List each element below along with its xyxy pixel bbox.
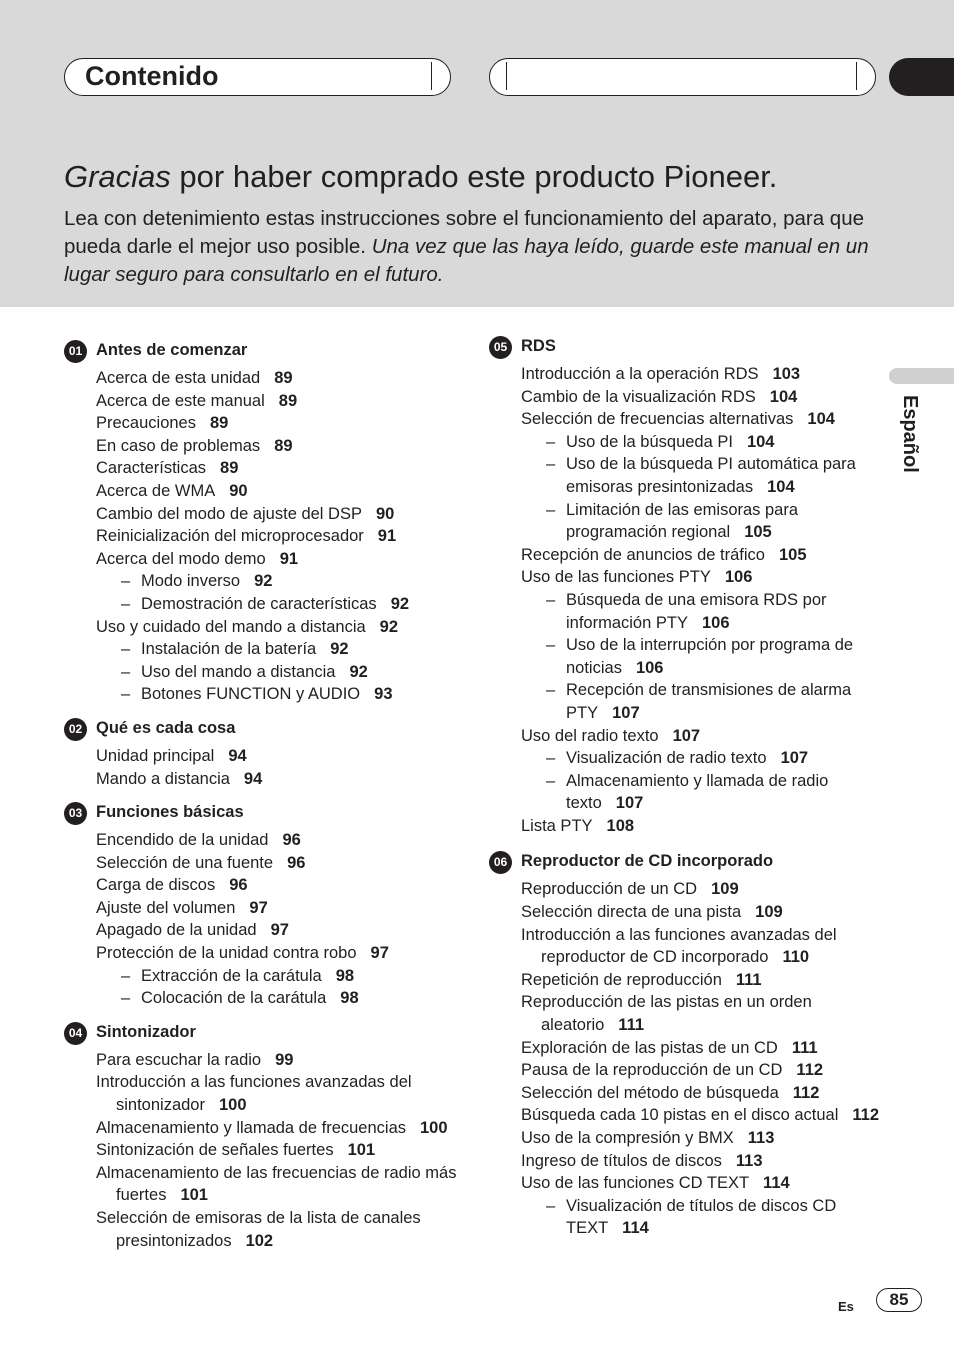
language-label: Español [899, 395, 921, 473]
toc-entry-page: 97 [370, 944, 389, 963]
toc-subentry[interactable] [96, 683, 464, 706]
toc-entry-text: Carga de discos [96, 876, 216, 895]
toc-entry-page: 89 [274, 436, 293, 455]
toc-entry-text: Cambio del modo de ajuste del DSP [96, 504, 362, 523]
toc-section [64, 340, 464, 706]
toc-entry-page: 89 [278, 391, 298, 410]
toc-entry-page: 109 [755, 903, 783, 922]
toc-entry-text: Uso de las funciones CD TEXT [521, 1174, 750, 1193]
toc-entry-page: 112 [796, 1061, 824, 1080]
toc-entry[interactable] [521, 1082, 889, 1105]
toc-entry-text: Uso y cuidado del mando a distancia [96, 617, 366, 636]
toc-entry-page: 92 [379, 617, 399, 636]
section-number-badge: 06 [489, 851, 512, 874]
toc-entry[interactable] [521, 924, 889, 969]
toc-entry-page: 99 [275, 1050, 294, 1069]
toc-entry[interactable] [521, 1150, 889, 1173]
toc-entry[interactable] [96, 390, 464, 413]
toc-entry-page: 89 [274, 369, 293, 387]
toc-entry[interactable] [96, 897, 464, 920]
toc-subentry[interactable] [521, 431, 889, 454]
toc-entry-text: Precauciones [96, 414, 196, 433]
section-number-badge: 03 [64, 802, 87, 825]
toc-entry-page: 106 [701, 613, 730, 632]
toc-entry-page: 107 [615, 794, 644, 813]
toc-entry-page: 96 [287, 853, 306, 872]
toc-entry[interactable] [521, 815, 889, 838]
toc-entry-page: 102 [245, 1231, 274, 1250]
dash-bullet: – [546, 590, 556, 609]
toc-entry-text: Exploración de las pistas de un CD [521, 1038, 778, 1057]
toc-entry-text: Uso de la compresión y BMX [521, 1129, 734, 1147]
toc-entry-page: 111 [735, 970, 762, 989]
toc-entry-page: 112 [792, 1083, 820, 1102]
section-number-badge: 04 [64, 1022, 87, 1045]
toc-entry-page: 101 [180, 1186, 208, 1205]
toc-entry[interactable] [96, 616, 464, 639]
toc-entry-page: 101 [347, 1141, 376, 1160]
toc-subentry[interactable] [96, 593, 464, 616]
toc-entry[interactable] [96, 852, 464, 875]
toc-entry[interactable] [521, 1059, 889, 1082]
toc-entry-text: Apagado de la unidad [96, 921, 257, 940]
dash-bullet: – [121, 640, 131, 659]
toc-subentry[interactable] [521, 499, 889, 544]
toc-entry[interactable] [521, 408, 889, 431]
page-headline [64, 159, 777, 195]
toc-entry-page: 90 [375, 504, 395, 523]
toc-entry-text: Introducción a la operación RDS [521, 365, 759, 383]
toc-entry-list [521, 878, 889, 1240]
toc-entry[interactable] [521, 1104, 889, 1127]
toc-entry-text: Sintonización de señales fuertes [96, 1141, 334, 1160]
toc-entry-page: 100 [218, 1096, 247, 1115]
headline-rest: por haber comprado este producto Pioneer. [170, 159, 778, 194]
toc-section-header [64, 802, 464, 824]
section-title: Funciones básicas [96, 803, 244, 822]
dash-bullet: – [546, 771, 556, 790]
toc-entry[interactable] [96, 874, 464, 897]
intro-italic: Una vez que las haya leído, guarde este manual en un lugar seguro para consultarlo en el futuro. [64, 235, 869, 286]
toc-entry-page: 106 [635, 658, 664, 677]
toc-entry-page: 91 [279, 549, 299, 568]
toc-entry-text: Protección de la unidad contra robo [96, 944, 357, 963]
toc-entry-list [96, 829, 464, 1010]
toc-entry-page: 105 [744, 523, 772, 542]
tab-divider [856, 62, 857, 90]
toc-section-header [64, 718, 464, 740]
toc-entry[interactable] [96, 412, 464, 435]
section-number-badge: 01 [64, 340, 87, 363]
toc-subentry[interactable] [521, 770, 889, 815]
toc-entry-page: 91 [377, 527, 397, 546]
toc-entry-text: Uso de la búsqueda PI automática para emisoras presintonizadas [566, 455, 856, 496]
toc-entry[interactable] [521, 991, 889, 1036]
section-title: Sintonizador [96, 1022, 196, 1041]
toc-entry-text: Lista PTY [521, 816, 593, 835]
toc-entry-text: Visualización de radio texto [566, 749, 767, 768]
toc-section-header [489, 851, 889, 873]
toc-subentry[interactable] [521, 747, 889, 770]
toc-entry[interactable] [521, 1037, 889, 1060]
toc-entry-text: Repetición de reproducción [521, 970, 722, 989]
dash-bullet: – [546, 681, 556, 700]
toc-section [64, 802, 464, 1010]
contents-tab [64, 58, 451, 96]
toc-entry-page: 89 [220, 459, 239, 478]
toc-entry-page: 97 [249, 898, 268, 917]
toc-entry-page: 114 [622, 1219, 649, 1238]
toc-entry-page: 107 [672, 726, 701, 745]
toc-entry-text: Botones FUNCTION y AUDIO [141, 685, 361, 704]
toc-subentry[interactable] [96, 661, 464, 684]
toc-entry-text: Recepción de anuncios de tráfico [521, 545, 765, 564]
section-marker-tab [889, 58, 954, 96]
dash-bullet: – [121, 572, 131, 591]
toc-entry-text: Acerca del modo demo [96, 549, 266, 568]
toc-entry-text: Acerca de esta unidad [96, 369, 261, 387]
toc-entry-page: 104 [769, 387, 798, 406]
toc-entry[interactable] [521, 363, 889, 386]
toc-section-header [64, 340, 464, 362]
toc-section [64, 718, 464, 790]
toc-entry-text: Uso de la búsqueda PI [566, 432, 733, 451]
toc-subentry[interactable] [521, 679, 889, 724]
toc-entry-page: 111 [618, 1016, 645, 1035]
toc-entry-text: Uso de la interrupción por programa de noticias [566, 636, 854, 677]
toc-entry-page: 98 [340, 989, 359, 1008]
section-number-badge: 02 [64, 718, 87, 741]
toc-section-header [489, 336, 889, 358]
section-title: Antes de comenzar [96, 341, 248, 359]
dash-bullet: – [121, 662, 131, 681]
toc-entry-page: 106 [724, 568, 753, 587]
toc-entry-text: Selección de frecuencias alternativas [521, 410, 794, 429]
toc-entry-page: 92 [349, 662, 368, 681]
toc-entry-text: Reproducción de las pistas en un orden aleatorio [521, 993, 812, 1035]
toc-entry-text: Encendido de la unidad [96, 831, 269, 850]
toc-entry-text: Visualización de títulos de discos CD TEXT [566, 1196, 837, 1238]
toc-entry-page: 92 [254, 572, 273, 591]
toc-entry-text: Almacenamiento de las frecuencias de radio más fuertes [96, 1163, 457, 1205]
dash-bullet: – [546, 500, 556, 519]
toc-subentry[interactable] [96, 987, 464, 1010]
toc-entry-text: Colocación de la carátula [141, 989, 327, 1008]
toc-entry[interactable] [96, 548, 464, 571]
toc-section-header [64, 1022, 464, 1044]
toc-entry-text: Búsqueda de una emisora RDS por información PTY [566, 590, 827, 632]
toc-entry-text: Introducción a las funciones avanzadas del sintonizador [96, 1073, 412, 1115]
toc-entry-page: 104 [767, 477, 795, 496]
toc-entry-page: 92 [390, 594, 410, 613]
toc-subentry[interactable] [521, 634, 889, 679]
toc-entry[interactable] [96, 919, 464, 942]
toc-entry[interactable] [96, 1049, 464, 1072]
toc-entry-page: 104 [746, 432, 775, 451]
toc-entry-page: 100 [420, 1118, 448, 1137]
toc-entry-text: Limitación de las emisoras para programación regional [566, 500, 799, 542]
toc-entry-text: Uso del radio texto [521, 726, 659, 745]
toc-entry-text: Ajuste del volumen [96, 898, 236, 917]
toc-entry-text: Almacenamiento y llamada de radio texto [566, 771, 829, 813]
toc-entry-page: 107 [612, 703, 640, 722]
toc-entry[interactable] [96, 503, 464, 526]
tab-divider [506, 62, 507, 90]
toc-entry[interactable] [96, 1207, 464, 1252]
toc-subentry[interactable] [96, 570, 464, 593]
toc-entry[interactable] [96, 1071, 464, 1116]
toc-entry-page: 96 [229, 876, 248, 895]
toc-subentry[interactable] [96, 638, 464, 661]
toc-entry-page: 105 [779, 545, 807, 564]
dash-bullet: – [121, 989, 131, 1008]
toc-entry-page: 89 [209, 414, 229, 433]
toc-entry-page: 113 [747, 1129, 775, 1147]
toc-entry-text: Almacenamiento y llamada de frecuencias [96, 1118, 406, 1137]
toc-entry-text: Selección de emisoras de la lista de canales presintonizados [96, 1209, 421, 1250]
section-number-badge: 05 [489, 336, 512, 359]
toc-entry-text: Unidad principal [96, 746, 215, 765]
toc-entry[interactable] [521, 878, 889, 901]
toc-entry[interactable] [96, 1117, 464, 1140]
toc-entry[interactable] [96, 367, 464, 390]
toc-entry[interactable] [521, 386, 889, 409]
toc-entry-text: Selección de una fuente [96, 853, 274, 872]
dash-bullet: – [546, 749, 556, 768]
toc-entry[interactable] [96, 829, 464, 852]
toc-entry[interactable] [521, 969, 889, 992]
toc-entry[interactable] [96, 457, 464, 480]
toc-entry-text: Selección del método de búsqueda [521, 1083, 779, 1102]
toc-entry-text: Reinicialización del microprocesador [96, 527, 364, 546]
toc-subentry[interactable] [521, 453, 889, 498]
toc-entry-text: Cambio de la visualización RDS [521, 387, 756, 406]
toc-entry-page: 107 [780, 749, 809, 768]
toc-entry-text: Selección directa de una pista [521, 903, 742, 922]
toc-entry-text: Uso del mando a distancia [141, 662, 336, 681]
toc-entry[interactable] [96, 942, 464, 965]
toc-entry[interactable] [96, 768, 464, 791]
toc-entry-text: Demostración de características [141, 594, 377, 613]
toc-entry[interactable] [521, 1172, 889, 1195]
toc-entry-page: 113 [735, 1151, 763, 1170]
section-title: Qué es cada cosa [96, 718, 236, 737]
toc-entry[interactable] [521, 544, 889, 567]
intro-normal: Lea con detenimiento estas instrucciones sobre el funcionamiento del aparato, para que pueda darle el mejor uso posible. [64, 207, 865, 258]
toc-entry-page: 90 [229, 481, 248, 500]
toc-entry-list [521, 363, 889, 837]
dash-bullet: – [546, 636, 556, 655]
dash-bullet: – [546, 432, 556, 451]
toc-subentry[interactable] [96, 965, 464, 988]
toc-entry-page: 93 [374, 685, 393, 704]
toc-entry-page: 108 [606, 816, 635, 835]
toc-entry-list [96, 1049, 464, 1252]
toc-entry-page: 111 [791, 1038, 818, 1057]
dash-bullet: – [546, 455, 556, 474]
toc-entry-page: 98 [335, 966, 355, 985]
toc-entry-text: Uso de las funciones PTY [521, 568, 711, 587]
section-title: Reproductor de CD incorporado [521, 852, 774, 871]
toc-subentry[interactable] [521, 589, 889, 634]
toc-entry-text: Reproducción de un CD [521, 880, 698, 899]
toc-entry-page: 109 [711, 880, 739, 899]
dash-bullet: – [121, 685, 131, 704]
toc-entry-text: Características [96, 459, 207, 478]
toc-entry-page: 96 [282, 831, 301, 850]
toc-entry-text: Extracción de la carátula [141, 966, 322, 985]
toc-column-right [489, 336, 889, 1240]
toc-section [489, 336, 889, 837]
toc-entry-page: 103 [772, 365, 801, 383]
dash-bullet: – [121, 966, 131, 985]
toc-entry-text: Recepción de transmisiones de alarma PTY [566, 681, 852, 722]
toc-entry[interactable] [521, 1127, 889, 1150]
toc-entry-text: Mando a distancia [96, 769, 230, 788]
toc-entry-text: Para escuchar la radio [96, 1050, 262, 1069]
toc-entry[interactable] [96, 745, 464, 768]
toc-entry-page: 112 [852, 1106, 880, 1125]
toc-subentry[interactable] [521, 1195, 889, 1240]
section-title: RDS [521, 337, 556, 355]
toc-entry-text: Acerca de este manual [96, 391, 265, 410]
toc-entry-text: Introducción a las funciones avanzadas del reproductor de CD incorporado [521, 925, 837, 967]
toc-entry-text: En caso de problemas [96, 436, 261, 455]
language-tab-bar [889, 368, 954, 384]
toc-entry-text: Modo inverso [141, 572, 241, 591]
blank-tab [489, 58, 876, 96]
toc-entry[interactable] [521, 901, 889, 924]
language-code: Es [838, 1299, 854, 1314]
toc-entry-text: Ingreso de títulos de discos [521, 1151, 722, 1170]
toc-entry-list [96, 745, 464, 790]
toc-entry-page: 92 [330, 640, 349, 659]
toc-entry-page: 97 [270, 921, 289, 940]
intro-paragraph [64, 205, 884, 289]
toc-entry[interactable] [521, 566, 889, 589]
dash-bullet: – [121, 594, 131, 613]
toc-entry[interactable] [96, 525, 464, 548]
toc-entry-text: Búsqueda cada 10 pistas en el disco actual [521, 1106, 839, 1125]
tab-divider [431, 62, 432, 90]
toc-section [64, 1022, 464, 1252]
toc-entry[interactable] [96, 1162, 464, 1207]
toc-entry-text: Instalación de la batería [141, 640, 317, 659]
headline-italic: Gracias [64, 159, 171, 194]
toc-entry-page: 94 [243, 769, 263, 788]
toc-entry-text: Pausa de la reproducción de un CD [521, 1061, 783, 1080]
toc-entry-list [96, 367, 464, 706]
dash-bullet: – [546, 1196, 556, 1215]
toc-entry-page: 114 [763, 1174, 790, 1193]
toc-entry-page: 110 [782, 948, 810, 967]
toc-entry[interactable] [96, 435, 464, 458]
toc-entry-page: 104 [807, 410, 835, 429]
page-number: 85 [876, 1288, 922, 1312]
toc-entry[interactable] [521, 725, 889, 748]
toc-section [489, 851, 889, 1240]
toc-entry[interactable] [96, 480, 464, 503]
toc-entry-page: 94 [228, 746, 247, 765]
toc-entry-text: Acerca de WMA [96, 481, 216, 500]
toc-entry[interactable] [96, 1139, 464, 1162]
contents-tab-title: Contenido [85, 61, 219, 91]
toc-column-left [64, 340, 464, 1252]
